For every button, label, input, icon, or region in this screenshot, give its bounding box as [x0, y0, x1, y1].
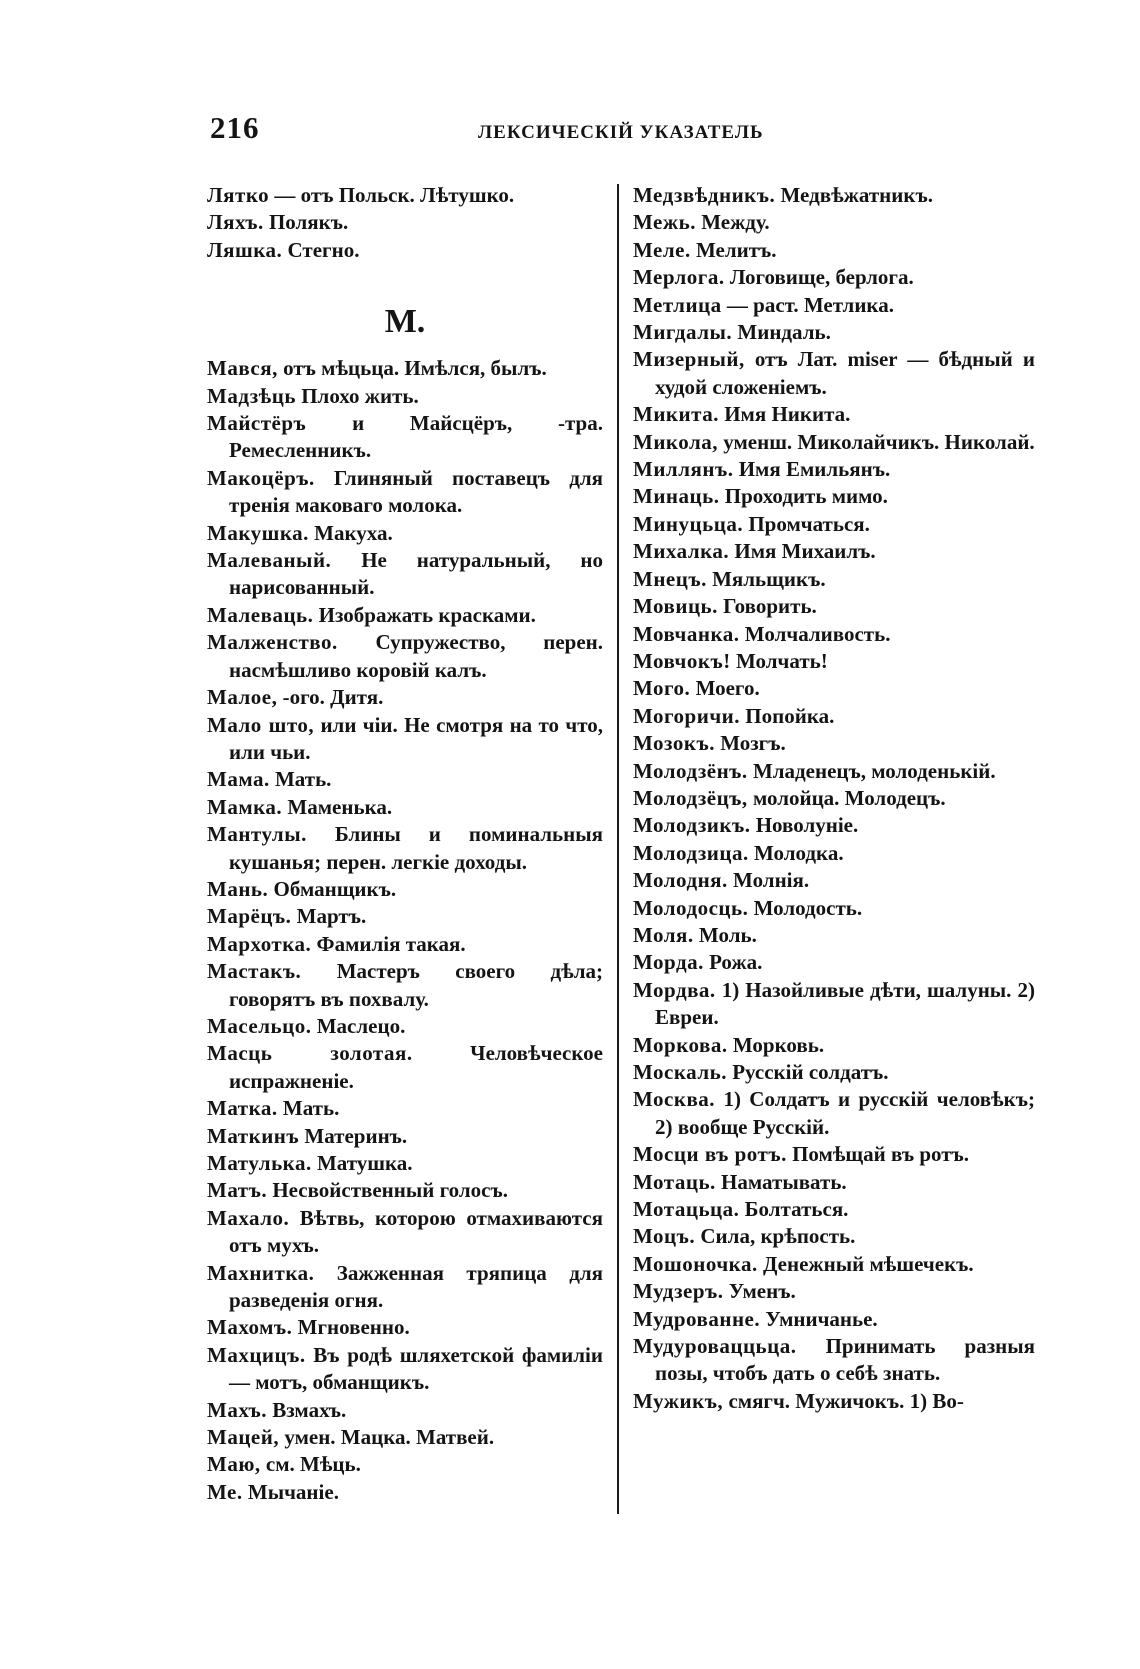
entry-definition: Мозгъ. [714, 731, 786, 756]
page-number: 216 [210, 110, 260, 145]
entry-headword: Мосци въ ротъ. [633, 1142, 787, 1167]
entry-headword: Мотаць. [633, 1169, 716, 1194]
dictionary-entry [633, 182, 1035, 209]
dictionary-entry [207, 1260, 603, 1315]
entry-headword: Малеваный. [207, 548, 332, 573]
dictionary-entry [207, 1123, 603, 1150]
running-title: ЛЕКСИЧЕСКІЙ УКАЗАТЕЛЬ [478, 122, 764, 143]
entry-headword: Моркова. [633, 1032, 728, 1057]
entry-definition: — раст. Метлика. [721, 292, 894, 317]
dictionary-entry [633, 1278, 1035, 1305]
entry-definition: Мелитъ. [690, 237, 777, 262]
entry-headword: Мизерный, [633, 347, 745, 372]
dictionary-entry [207, 547, 603, 602]
entry-definition: Обманщикъ. [268, 876, 397, 901]
entry-headword: Медзвѣдникъ. [633, 183, 776, 207]
dictionary-entry [633, 401, 1035, 428]
dictionary-entry [633, 922, 1035, 949]
entry-definition: смягч. Мужичокъ. 1) Во- [723, 1388, 964, 1413]
dictionary-entry [207, 1150, 603, 1177]
dictionary-entry [207, 876, 603, 903]
entry-definition: Сила, крѣпость. [695, 1224, 856, 1249]
entry-headword: Мого. [633, 676, 691, 701]
entry-headword: Моля. [633, 922, 694, 947]
entry-headword: Малое, [207, 685, 278, 710]
dictionary-entry [633, 977, 1035, 1032]
dictionary-entry [633, 785, 1035, 812]
entry-headword: Малеваць. [207, 602, 314, 627]
dictionary-entry [633, 703, 1035, 730]
entry-definition: Принимать разныя позы, чтобъ дать о себѣ знать. [655, 1334, 1035, 1386]
entry-definition: Супружество, перен. насмѣшливо коровій калъ. [229, 630, 603, 682]
entry-headword: Мархотка. [207, 931, 312, 956]
entry-definition: или чіи. Не смотря на то что, или чьи. [229, 712, 603, 764]
entry-definition: уменш. Миколайчикъ. Николай. [718, 429, 1035, 454]
dictionary-entry [207, 1013, 603, 1040]
dictionary-entry [633, 812, 1035, 839]
entry-headword: Молодосць. [633, 895, 749, 920]
entry-definition: Мартъ. [291, 904, 367, 929]
entry-headword: Молодзёнъ. [633, 758, 748, 783]
entry-definition: Говорить. [717, 594, 817, 619]
dictionary-entry [207, 1342, 603, 1397]
entry-definition: Попойка. [740, 703, 835, 728]
entry-definition: Миндаль. [732, 320, 831, 345]
entry-headword: Моцъ. [633, 1224, 696, 1249]
dictionary-entry [207, 794, 603, 821]
dictionary-entry [207, 1040, 603, 1095]
entry-headword: Микита. [633, 402, 719, 427]
entry-headword: Мерлога. [633, 265, 725, 290]
entry-headword: Мало што, [207, 712, 315, 737]
entry-definition: см. Мѣць. [260, 1452, 361, 1477]
dictionary-entry [207, 465, 603, 520]
entry-definition: — отъ Польск. Лѣтушко. [269, 183, 515, 207]
entry-definition: умен. Мацка. Матвей. [279, 1425, 495, 1450]
dictionary-entry [207, 1397, 603, 1424]
dictionary-entry [633, 593, 1035, 620]
entry-definition: Блины и поминальныя кушанья; перен. легкіе доходы. [229, 822, 603, 874]
entry-headword: Микола, [633, 429, 718, 454]
entry-definition: Человѣческое испражненіе. [229, 1041, 603, 1093]
dictionary-entry [207, 931, 603, 958]
entry-definition: Денежный мѣшечекъ. [757, 1251, 974, 1276]
dictionary-entry [207, 410, 603, 465]
dictionary-entry [633, 1032, 1035, 1059]
entry-definition: Изображать красками. [313, 602, 536, 627]
entry-headword: Лятко [207, 183, 270, 207]
entry-definition: Мгновенно. [292, 1315, 410, 1340]
dictionary-entry [207, 237, 603, 264]
entry-definition: Материнъ. [299, 1123, 408, 1148]
dictionary-entry [633, 1333, 1035, 1388]
dictionary-entry [633, 1169, 1035, 1196]
entry-definition: Фамилія такая. [311, 931, 466, 956]
entry-headword: Мовчокъ! [633, 648, 731, 673]
entry-headword: Матка. [207, 1096, 278, 1121]
entry-definition: Болтаться. [739, 1197, 849, 1222]
dictionary-entry [207, 1314, 603, 1341]
entry-headword: Молодзёцъ, [633, 785, 748, 810]
entry-definition: Взмахъ. [267, 1397, 347, 1422]
dictionary-entry [633, 1251, 1035, 1278]
entry-definition: 1) Назойливые дѣти, шалуны. 2) Евреи. [655, 977, 1035, 1030]
entry-definition: и Майсцёръ, -тра. Ремесленникъ. [229, 411, 603, 463]
entry-definition: Плохо жить. [295, 383, 419, 408]
dictionary-entry [633, 730, 1035, 757]
dictionary-entry [633, 1388, 1035, 1415]
entry-definition: Мастеръ своего дѣла; говорятъ въ похвалу. [229, 959, 603, 1011]
entry-definition: Въ родѣ шляхетской фамиліи — мотъ, обманщикъ. [229, 1342, 603, 1395]
entry-definition: Зажженная тряпица для разведенія огня. [229, 1260, 603, 1313]
entry-headword: Мужикъ, [633, 1388, 724, 1413]
entry-definition: Младенецъ, молоденькій. [747, 758, 996, 783]
dictionary-entry [207, 903, 603, 930]
dictionary-entry [633, 867, 1035, 894]
entry-definition: Проходить мимо. [719, 484, 888, 509]
entry-headword: Мордва. [633, 977, 716, 1002]
dictionary-entry [207, 766, 603, 793]
dictionary-entry [207, 958, 603, 1013]
dictionary-entry [207, 629, 603, 684]
left-column [207, 182, 603, 1510]
dictionary-entry [633, 621, 1035, 648]
dictionary-entry [207, 520, 603, 547]
entry-headword: Мозокъ. [633, 731, 715, 756]
entry-headword: Махомъ. [207, 1315, 293, 1340]
dictionary-entry [633, 1141, 1035, 1168]
dictionary-entry [633, 264, 1035, 291]
dictionary-entry [207, 821, 603, 876]
entry-headword: Ме. [207, 1479, 243, 1504]
entry-headword: Мигдалы. [633, 320, 733, 345]
dictionary-entry [633, 648, 1035, 675]
entry-headword: Мотацьца. [633, 1197, 740, 1222]
dictionary-entry [633, 511, 1035, 538]
entry-headword: Матъ. [207, 1178, 268, 1203]
entry-headword: Меле. [633, 237, 691, 262]
entry-definition: Уменъ. [723, 1279, 796, 1304]
entry-headword: Мовиць. [633, 594, 718, 619]
entry-headword: Марёцъ. [207, 904, 292, 929]
entry-headword: Мудрованне. [633, 1306, 761, 1331]
entry-headword: Макоцёръ. [207, 465, 315, 490]
entry-definition: отъ Лат. miser — бѣдный и худой сложеніемъ. [655, 347, 1035, 399]
dictionary-entry [207, 712, 603, 767]
entry-headword: Минуцьца. [633, 511, 744, 536]
dictionary-entry [633, 292, 1035, 319]
entry-headword: Мудуроваццьца. [633, 1334, 797, 1359]
entry-headword: Мацей, [207, 1425, 280, 1450]
dictionary-entry [633, 895, 1035, 922]
left-entries-before [207, 182, 603, 264]
entry-headword: Минаць. [633, 484, 720, 509]
dictionary-entry [207, 1479, 603, 1506]
entry-definition: Имя Никита. [718, 402, 851, 427]
dictionary-entry [633, 1059, 1035, 1086]
entry-definition: отъ мѣцьца. Имѣлся, былъ. [277, 356, 547, 381]
entry-definition: Рожа. [703, 950, 763, 975]
entry-definition: Несвойственный голосъ. [267, 1178, 508, 1203]
entry-definition: Стегно. [282, 237, 360, 262]
entry-headword: Матулька. [207, 1151, 312, 1175]
entry-definition: Мычаніе. [242, 1479, 339, 1504]
left-entries-after [207, 355, 603, 1506]
dictionary-entry [633, 758, 1035, 785]
entry-headword: Мань. [207, 876, 269, 901]
entry-headword: Метлица [633, 292, 722, 317]
dictionary-entry [633, 237, 1035, 264]
entry-definition: Имя Михаилъ. [729, 539, 876, 564]
entry-headword: Межь. [633, 210, 696, 235]
dictionary-entry [633, 429, 1035, 456]
entry-definition: Молчать! [730, 648, 828, 673]
entry-definition: Умничанье. [760, 1306, 878, 1331]
entry-definition: Имя Емильянъ. [733, 457, 891, 482]
entry-definition: Молодка. [748, 840, 844, 865]
entry-headword: Ляхъ. [207, 210, 264, 235]
entry-headword: Москаль. [633, 1060, 727, 1084]
entry-definition: Новолуніе. [750, 813, 859, 838]
dictionary-entry [633, 209, 1035, 236]
entry-definition: Мяльщикъ. [706, 566, 826, 591]
dictionary-entry [633, 1086, 1035, 1141]
entry-headword: Малженство. [207, 630, 338, 655]
dictionary-entry [633, 1196, 1035, 1223]
entry-headword: Мастакъ. [207, 959, 302, 984]
entry-definition: Русскій солдатъ. [726, 1060, 889, 1084]
entry-definition: Наматывать. [715, 1169, 847, 1194]
entry-definition: Глиняный поставецъ для тренія маковаго молока. [229, 465, 603, 518]
entry-headword: Молодзикъ. [633, 813, 751, 838]
entry-definition: Не натуральный, но нарисованный. [229, 548, 603, 600]
entry-headword: Мнецъ. [633, 566, 707, 591]
entry-headword: Морда. [633, 950, 704, 975]
dictionary-entry [633, 675, 1035, 702]
dictionary-entry [207, 355, 603, 382]
entry-headword: Макушка. [207, 520, 309, 545]
right-column [633, 182, 1035, 1510]
entry-definition: Промчаться. [743, 511, 870, 536]
entry-headword: Могоричи. [633, 703, 741, 728]
entry-definition: Мать. [269, 767, 332, 792]
column-divider [617, 184, 619, 1514]
entry-definition: Маслецо. [311, 1013, 406, 1038]
entry-definition: Моль. [693, 922, 757, 947]
entry-headword: Масць золотая. [207, 1041, 413, 1066]
entry-definition: Вѣтвь, которою отмахиваются отъ мухъ. [229, 1205, 603, 1258]
entry-headword: Мадзѣць [207, 383, 296, 408]
entry-definition: Молнія. [727, 868, 810, 893]
entry-headword: Мудзеръ. [633, 1279, 724, 1304]
entry-headword: Маткинъ [207, 1123, 300, 1148]
entry-headword: Молодня. [633, 868, 728, 893]
dictionary-entry [207, 602, 603, 629]
dictionary-entry [207, 182, 603, 209]
entry-headword: Михалка. [633, 539, 730, 564]
entry-headword: Махало. [207, 1205, 290, 1230]
section-letter: М. [384, 303, 426, 341]
entry-headword: Масельцо. [207, 1013, 312, 1038]
entry-headword: Махцицъ. [207, 1342, 306, 1367]
entry-definition: 1) Солдатъ и русскій человѣкъ; 2) вообще Русскій. [655, 1087, 1035, 1139]
entry-definition: Макуха. [308, 520, 393, 545]
dictionary-entry [207, 1451, 603, 1478]
dictionary-entry [633, 840, 1035, 867]
entry-definition: Маменька. [282, 794, 393, 819]
dictionary-entry [207, 1205, 603, 1260]
dictionary-entry [207, 1095, 603, 1122]
entry-definition: Помѣщай въ ротъ. [786, 1142, 970, 1167]
entry-definition: Мать. [277, 1096, 340, 1121]
entry-definition: Молчаливость. [739, 621, 891, 646]
dictionary-entry [207, 684, 603, 711]
entry-definition: молойца. Молодецъ. [747, 785, 946, 810]
entry-headword: Молодзица. [633, 840, 749, 865]
entry-headword: Ляшка. [207, 237, 283, 262]
dictionary-entry [633, 538, 1035, 565]
entry-headword: Мався, [207, 356, 278, 381]
dictionary-entry [633, 456, 1035, 483]
dictionary-entry [207, 383, 603, 410]
entry-headword: Мамка. [207, 794, 283, 819]
entry-headword: Мошоночка. [633, 1251, 758, 1276]
dictionary-entry [633, 949, 1035, 976]
entry-definition: Молодость. [748, 895, 863, 920]
entry-headword: Маю, [207, 1452, 261, 1477]
dictionary-entry [633, 566, 1035, 593]
entry-definition: Морковь. [727, 1032, 825, 1057]
entry-headword: Москва. [633, 1087, 716, 1112]
dictionary-entry [633, 319, 1035, 346]
entry-headword: Майстёръ [207, 411, 307, 436]
entry-definition: Матушка. [311, 1151, 413, 1175]
entry-headword: Махнитка. [207, 1260, 315, 1285]
entry-definition: Логовище, берлога. [724, 265, 914, 290]
entry-definition: Между. [695, 210, 770, 235]
dictionary-entry [633, 346, 1035, 401]
entry-definition: Моего. [690, 676, 760, 701]
dictionary-entry [633, 1223, 1035, 1250]
entry-definition: -ого. Дитя. [277, 685, 384, 710]
entry-headword: Махъ. [207, 1397, 268, 1422]
dictionary-entry [633, 483, 1035, 510]
entry-headword: Мовчанка. [633, 621, 740, 646]
dictionary-entry [207, 1177, 603, 1204]
dictionary-entry [207, 209, 603, 236]
dictionary-entry [207, 1424, 603, 1451]
entry-definition: Медвѣжатникъ. [775, 183, 933, 207]
entry-definition: Полякъ. [263, 210, 349, 235]
entry-headword: Мама. [207, 767, 270, 792]
dictionary-entry [633, 1306, 1035, 1333]
entry-headword: Мантулы. [207, 822, 307, 847]
entry-headword: Миллянъ. [633, 457, 734, 482]
